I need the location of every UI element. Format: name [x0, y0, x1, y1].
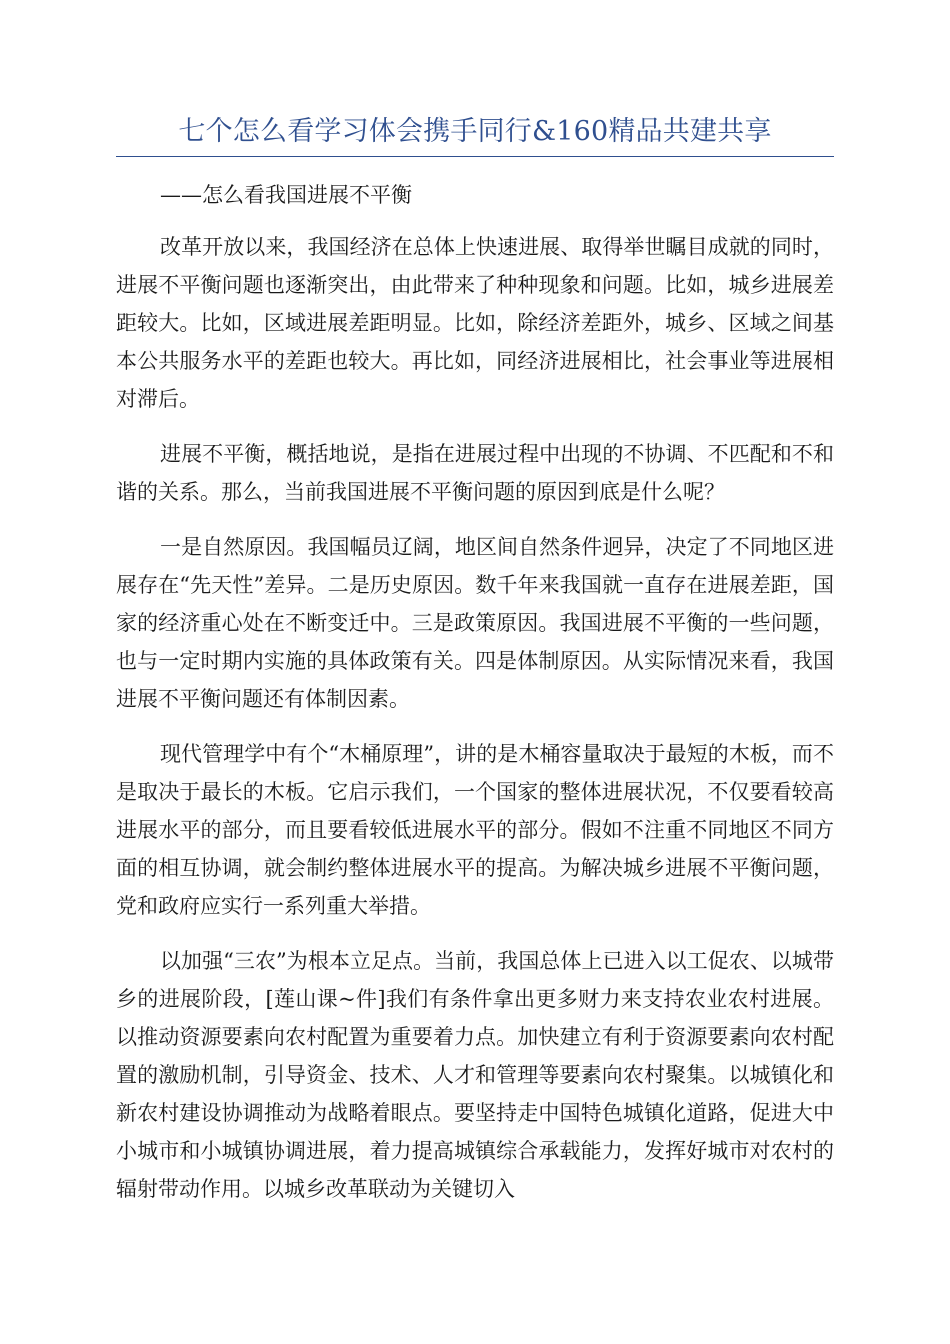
- paragraph-3: 一是自然原因。我国幅员辽阔，地区间自然条件迥异，决定了不同地区进展存在“先天性”差异。二是历史原因。数千年来我国就一直存在进展差距，国家的经济重心处在不断变迁中。三是政策原因。我国进展不平衡的一些问题，也与一定时期内实施的具体政策有关。四是体制原因。从实际情况来看，我国进展不平衡问题还有体制因素。: [116, 535, 834, 711]
- page-title: 七个怎么看学习体会携手同行&160精品共建共享: [178, 116, 772, 147]
- paragraph-1: 改革开放以来，我国经济在总体上快速进展、取得举世瞩目成就的同时，进展不平衡问题也逐渐突出，由此带来了种种现象和问题。比如，城乡进展差距较大。比如，区域进展差距明显。比如，除经济差距外，城乡、区域之间基本公共服务水平的差距也较大。再比如，同经济进展相比，社会事业等进展相对滞后。: [116, 235, 834, 411]
- document-header: [116, 112, 834, 157]
- paragraph-5: 以加强“三农”为根本立足点。当前，我国总体上已进入以工促农、以城带乡的进展阶段，[莲山课~件]我们有条件拿出更多财力来支持农业农村进展。以推动资源要素向农村配置为重要着力点。加快建立有利于资源要素向农村配置的激励机制，引导资金、技术、人才和管理等要素向农村聚集。以城镇化和新农村建设协调推动为战略着眼点。要坚持走中国特色城镇化道路，促进大中小城市和小城镇协调进展，着力提高城镇综合承载能力，发挥好城市对农村的辐射带动作用。以城乡改革联动为关键切入: [116, 949, 834, 1201]
- paragraph-4: 现代管理学中有个“木桶原理”，讲的是木桶容量取决于最短的木板，而不是取决于最长的木板。它启示我们，一个国家的整体进展状况，不仅要看较高进展水平的部分，而且要看较低进展水平的部分。假如不注重不同地区不同方面的相互协调，就会制约整体进展水平的提高。为解决城乡进展不平衡问题，党和政府应实行一系列重大举措。: [116, 742, 834, 918]
- subtitle: ——怎么看我国进展不平衡: [160, 183, 412, 207]
- document-body: [116, 176, 834, 1225]
- paragraph-2: 进展不平衡，概括地说，是指在进展过程中出现的不协调、不匹配和不和谐的关系。那么，当前我国进展不平衡问题的原因到底是什么呢？: [116, 442, 834, 504]
